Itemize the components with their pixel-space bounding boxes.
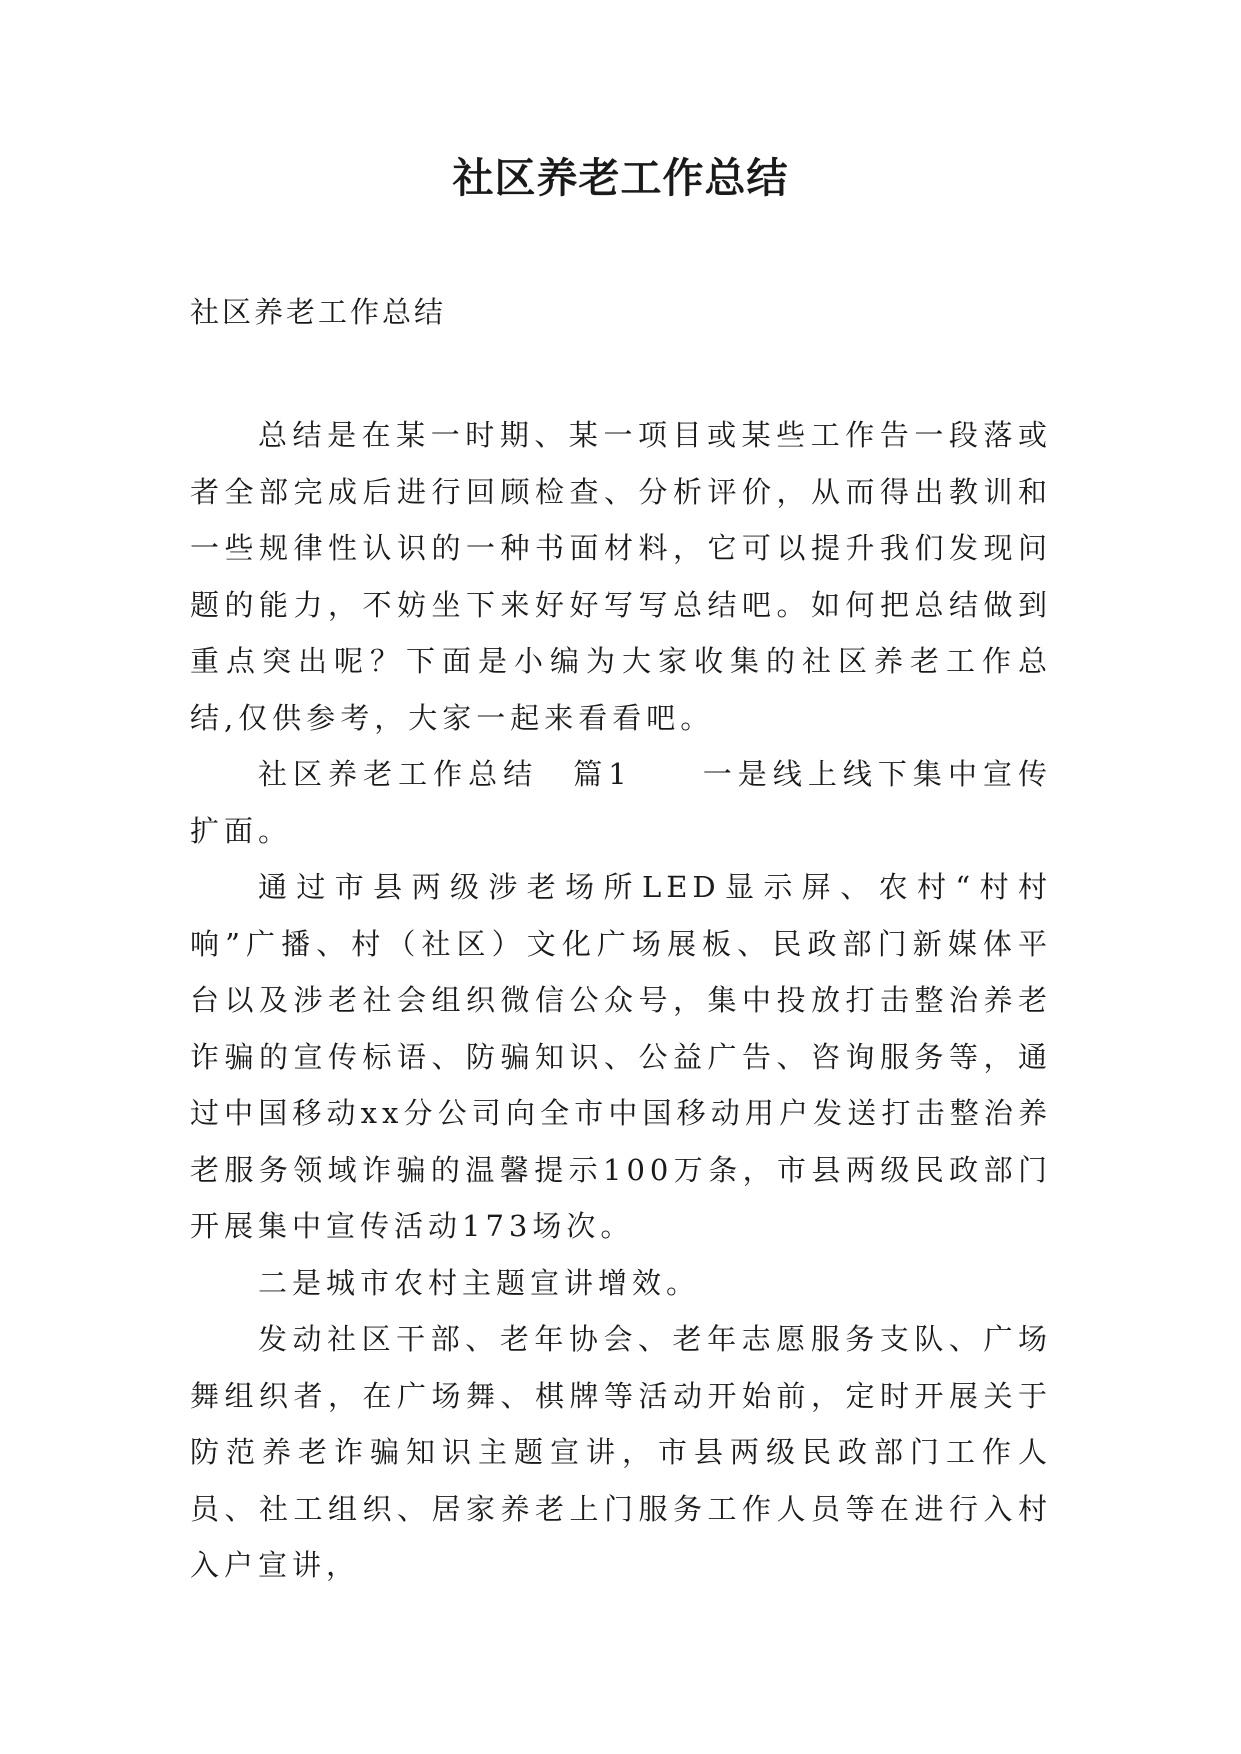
paragraph-section-1-heading: 社区养老工作总结 篇1 一是线上线下集中宣传扩面。 — [190, 757, 1052, 848]
document-body — [190, 407, 1052, 1594]
document-title: 社区养老工作总结 — [452, 154, 789, 202]
paragraph-point-two: 二是城市农村主题宣讲增效。 — [258, 1265, 701, 1300]
paragraph-publicity: 通过市县两级涉老场所LED显示屏、农村“村村响”广播、村（社区）文化广场展板、民政部门新媒体平台以及涉老社会组织微信公众号，集中投放打击整治养老诈骗的宣传标语、防骗知识、公益广告、咨询服务等，通过中国移动xx分公司向全市中国移动用户发送打击整治养老服务领域诈骗的温馨提示100万条，市县两级民政部门开展集中宣传活动173场次。 — [190, 870, 1052, 1243]
paragraph-lectures: 发动社区干部、老年协会、老年志愿服务支队、广场舞组织者，在广场舞、棋牌等活动开始前，定时开展关于防范养老诈骗知识主题宣讲，市县两级民政部门工作人员、社工组织、居家养老上门服务工作人员等在进行入村入户宣讲， — [190, 1322, 1052, 1582]
paragraph-intro: 总结是在某一时期、某一项目或某些工作告一段落或者全部完成后进行回顾检查、分析评价，从而得出教训和一些规律性认识的一种书面材料，它可以提升我们发现问题的能力，不妨坐下来好好写写总结吧。如何把总结做到重点突出呢？下面是小编为大家收集的社区养老工作总结,仅供参考，大家一起来看看吧。 — [190, 418, 1052, 735]
document-subtitle: 社区养老工作总结 — [190, 295, 447, 329]
